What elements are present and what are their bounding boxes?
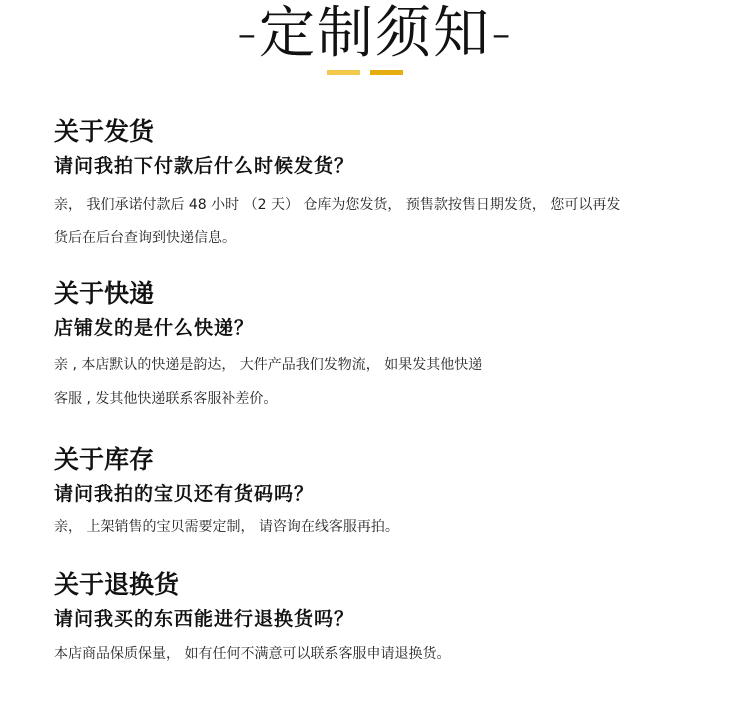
title-accent-bar-left xyxy=(327,70,360,75)
section-title: 关于发货 xyxy=(54,117,155,146)
title-accent-bar-right xyxy=(370,70,403,75)
section-question: 请问我拍的宝贝还有货码吗？ xyxy=(54,483,315,505)
section-text-line: 客服 , 发其他快递联系客服补差价。 xyxy=(54,391,278,407)
section-text-line: 亲， 上架销售的宝贝需要定制， 请咨询在线客服再拍。 xyxy=(54,519,399,535)
section-title: 关于快递 xyxy=(54,279,155,308)
page-title: -定制须知- xyxy=(236,1,514,66)
section-text-line: 亲， 我们承诺付款后 48 小时 （2 天） 仓库为您发货， 预售款按售日期发货， 您可以再发 xyxy=(54,197,621,213)
section-text-line: 本店商品保质保量， 如有任何不满意可以联系客服申请退换货。 xyxy=(54,646,451,662)
section-stock xyxy=(54,445,714,536)
section-question: 请问我拍下付款后什么时候发货？ xyxy=(54,155,355,177)
section-title: 关于退换货 xyxy=(54,570,180,599)
section-title: 关于库存 xyxy=(54,445,155,474)
section-text-line: 货后在后台查询到快递信息。 xyxy=(54,230,236,246)
section-question: 店铺发的是什么快递？ xyxy=(54,317,255,339)
section-text-line: 亲 , 本店默认的快递是韵达， 大件产品我们发物流， 如果发其他快递 xyxy=(54,357,483,373)
section-shipping xyxy=(54,117,714,247)
section-courier xyxy=(54,279,714,408)
section-returns xyxy=(54,570,714,663)
section-question: 请问我买的东西能进行退换货吗？ xyxy=(54,608,355,630)
